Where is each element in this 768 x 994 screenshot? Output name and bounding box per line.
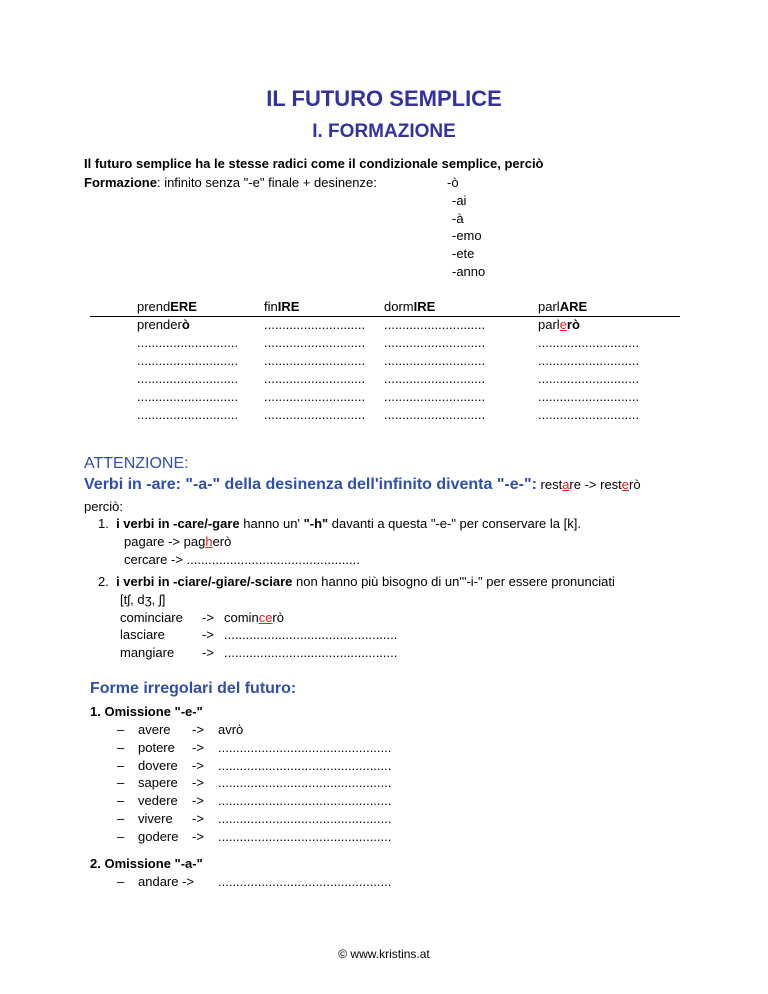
blank-cell[interactable]: ............................ [384, 389, 486, 404]
bullet-dash: – [117, 811, 125, 826]
verb-cominciare: cominciare [120, 610, 183, 625]
blank-cell[interactable]: ............................ [264, 407, 366, 422]
exercise-blank[interactable]: ................................................ [218, 775, 392, 791]
blank-cell[interactable]: ............................ [538, 407, 640, 422]
ending-5: -ete [452, 246, 475, 261]
exercise-lasciare[interactable]: ................................................ [224, 627, 398, 642]
group2-title: 2. Omissione "-a-" [90, 856, 203, 871]
blank-cell[interactable]: ............................ [384, 353, 486, 368]
group1-title: 1. Omissione "-e-" [90, 704, 203, 719]
example-parlero: parlerò [538, 317, 580, 332]
blank-cell[interactable]: ............................ [384, 407, 486, 422]
blank-cell[interactable]: ............................ [538, 335, 640, 350]
arrow: -> [192, 793, 204, 809]
arrow: -> [202, 627, 214, 642]
verb-vedere: vedere [138, 793, 178, 809]
formazione-label: Formazione [84, 175, 157, 190]
bullet-dash: – [117, 874, 125, 889]
bullet-dash: – [117, 722, 125, 737]
bullet-dash: – [117, 828, 125, 844]
blank-cell[interactable]: ............................ [264, 335, 366, 350]
intro-line: Il futuro semplice ha le stesse radici come il condizionale semplice, perciò [84, 156, 544, 171]
arrow: -> [192, 811, 204, 826]
irregular-heading: Forme irregolari del futuro: [90, 680, 297, 697]
exercise-blank[interactable]: ................................................ [218, 757, 392, 773]
blank-cell[interactable]: ............................ [137, 389, 239, 404]
attention-rule: Verbi in -are: "-a-" della desinenza dell'infinito diventa "-e-": restare -> resterò [84, 476, 641, 493]
exercise-blank[interactable]: ................................................ [218, 828, 392, 844]
exercise-blank[interactable]: ................................................ [218, 793, 392, 809]
ending-2: -ai [452, 193, 467, 208]
blank-cell[interactable]: ............................ [384, 317, 486, 332]
ipa-symbols: [tʃ, dʒ, ʃ] [120, 592, 166, 607]
page-title: IL FUTURO SEMPLICE [266, 86, 502, 111]
blank-cell[interactable]: ............................ [137, 335, 239, 350]
verb-potere: potere [138, 739, 175, 755]
blank-cell[interactable]: ............................ [137, 371, 239, 386]
ending-6: -anno [452, 264, 486, 279]
formazione-text: : infinito senza "-e" finale + desinenze: [156, 175, 377, 190]
blank-cell[interactable]: ............................ [384, 371, 486, 386]
arrow: -> [192, 757, 204, 773]
rule-item-2: 2. i verbi in -ciare/-giare/-sciare non hanno più bisogno di un'"-i-" per essere pronunciati [98, 574, 615, 589]
verb-andare: andare -> [138, 874, 195, 889]
section-heading-formazione: I. FORMAZIONE [312, 121, 456, 142]
verb-lasciare: lasciare [120, 627, 165, 642]
col-header-finire: finIRE [264, 299, 300, 314]
exercise-blank[interactable]: ................................................ [218, 811, 392, 826]
bullet-dash: – [117, 793, 125, 809]
arrow: -> [192, 828, 204, 844]
blank-cell[interactable]: ............................ [264, 371, 366, 386]
col-header-prendere: prendERE [137, 299, 197, 314]
blank-cell[interactable]: ............................ [264, 353, 366, 368]
arrow: -> [192, 775, 204, 791]
ending-1: -ò [447, 175, 459, 190]
footer-copyright: © www.kristins.at [338, 947, 430, 961]
bullet-dash: – [117, 757, 125, 773]
arrow: -> [202, 645, 214, 660]
bullet-dash: – [117, 739, 125, 755]
exercise-cercare[interactable]: cercare -> ................................................ [124, 552, 360, 567]
blank-cell[interactable]: ............................ [538, 389, 640, 404]
ending-4: -emo [452, 228, 482, 243]
blank-cell[interactable]: ............................ [538, 371, 640, 386]
col-header-dormire: dormIRE [384, 299, 436, 314]
exercise-mangiare[interactable]: ................................................ [224, 645, 398, 660]
blank-cell[interactable]: ............................ [264, 389, 366, 404]
example-prendero: prenderò [137, 317, 190, 332]
blank-cell[interactable]: ............................ [264, 317, 366, 332]
example-comincero: comincerò [224, 610, 284, 625]
blank-cell[interactable]: ............................ [137, 353, 239, 368]
arrow: -> [192, 722, 204, 737]
blank-cell[interactable]: ............................ [137, 407, 239, 422]
verb-mangiare: mangiare [120, 645, 175, 660]
verb-godere: godere [138, 828, 179, 844]
verb-dovere: dovere [138, 757, 178, 773]
example-pagare: pagare -> pagherò [124, 534, 232, 549]
blank-cell[interactable]: ............................ [538, 353, 640, 368]
blank-cell[interactable]: ............................ [384, 335, 486, 350]
example-avro: avrò [218, 722, 244, 737]
verb-sapere: sapere [138, 775, 178, 791]
verb-vivere: vivere [138, 811, 173, 826]
verb-avere: avere [138, 722, 171, 737]
formazione-line [84, 175, 377, 190]
ending-3: -à [452, 211, 464, 226]
attention-heading: ATTENZIONE: [84, 455, 189, 472]
arrow: -> [192, 739, 204, 755]
rule-item-1: 1. i verbi in -care/-gare hanno un' "-h" davanti a questa "-e-" per conservare la [k]. [98, 516, 581, 531]
col-header-parlare: parlARE [538, 299, 588, 314]
exercise-blank[interactable]: ................................................ [218, 739, 392, 755]
bullet-dash: – [117, 775, 125, 791]
exercise-andare[interactable]: ................................................ [218, 874, 392, 889]
arrow: -> [202, 610, 214, 625]
percio-label: perciò: [84, 499, 124, 514]
